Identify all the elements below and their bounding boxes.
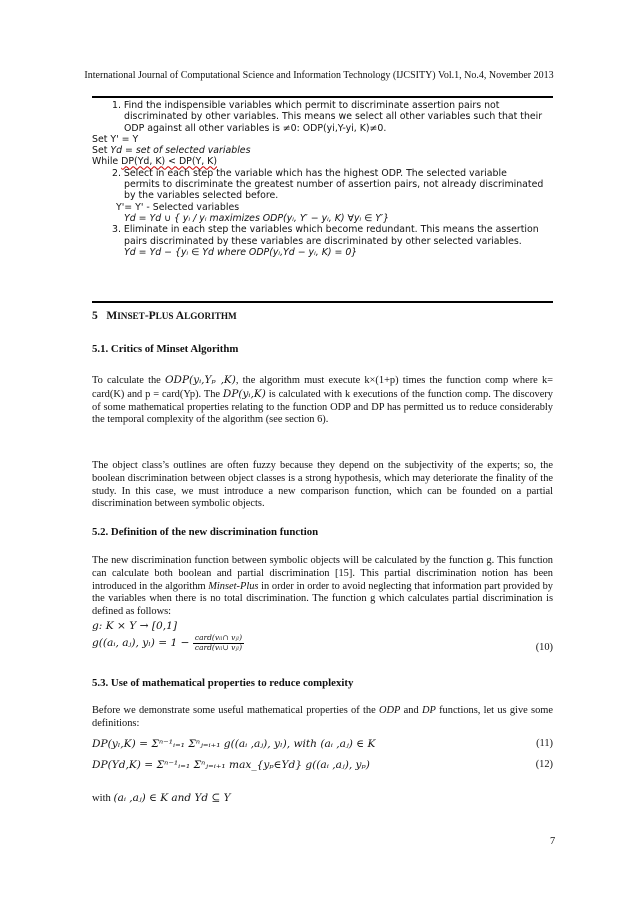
section-5-heading: 5 MINSET-PLUS ALGORITHM	[92, 310, 237, 322]
section-5-2-paragraph: The new discrimination function between symbolic objects will be calculated by the function g. This function can calculate both boolean and partial discrimination [15]. This partial discrimination notion has been introduced in the algorithm Minset-Plus in order in order to avoid neglecting that information part provided by the variables when there is no total discrimination. The function g which calculates partial discrimination is defined as follows:	[92, 555, 553, 618]
odp-expression: ODP(yᵢ,Yₚ ,K)	[164, 374, 236, 386]
section-5-1-paragraph-1: To calculate the ODP(yᵢ,Yₚ ,K), the algorithm must execute k×(1+p) times the function comp where k= card(K) and p = card(Yp). The DP(yᵢ,K) is calculated with k executions of the function comp. The discovery of some mathematical properties relating to the function ODP and DP has permitted us to reduce considerably the temporal complexity of the algorithm (see section 6).	[92, 374, 554, 426]
section-5-3-paragraph: Before we demonstrate some useful mathematical properties of the ODP and DP functions, let us give some definitions:	[92, 705, 553, 729]
algo-while-expr: DP(Yd, K) < DP(Y, K)	[121, 156, 217, 168]
algo-set-yd-expr: Yd = set of selected variables	[110, 145, 251, 157]
section-5-3-heading: 5.3. Use of mathematical properties to reduce complexity	[92, 677, 354, 689]
algo-step1-odp-text: ODP against all other variables is ≠0: ODP(yi,Y-yi, K)≠0.	[124, 122, 387, 134]
algo-step1-line2: discriminated by other variables. This means we select all other variables such that their	[124, 111, 543, 123]
algo-step3-formula: Yd = Yd − {yᵢ ∈ Yd where ODP(yᵢ,Yd − yᵢ, K) = 0}	[124, 246, 358, 258]
page-number: 7	[550, 836, 556, 847]
algo-step3-line1: 3. Eliminate in each step the variables which become redundant. This means the assertion	[112, 224, 539, 236]
algo-step2-line3: by the variables selected before.	[124, 190, 279, 202]
section-5-1-paragraph-2: The object class’s outlines are often fuzzy because they depend on the subjectivity of the experts; so, the boolean discrimination between object classes is a strong hypothesis, which may deteriorate the finality of the study. In this case, we must introduce a new comparison function, which can be founded on a partial discrimination between symbolic objects.	[92, 460, 553, 510]
equation-10-number: (10)	[535, 642, 553, 653]
algorithm-box	[92, 100, 553, 258]
algo-step1-line1: 1. Find the indispensible variables which permit to discriminate assertion pairs not	[112, 100, 500, 111]
equation-10-fraction: $\frac{\text{card(vᵢₗ∩ vⱼₗ)}}{\text{card(vᵢₗ∪ vⱼₗ)}}$	[194, 633, 243, 652]
dp-expression: DP(yᵢ,K)	[222, 387, 266, 400]
equation-11-number: (11)	[536, 738, 553, 749]
algo-while: While DP(Yd, K) < DP(Y, K)	[92, 156, 217, 168]
section-5-2-heading: 5.2. Definition of the new discrimination function	[92, 526, 319, 538]
equation-12: DP(Yd,K) = Σⁿ⁻¹ᵢ₌₁ Σⁿⱼ₌ᵢ₊₁ max_{yₚ∈Yd} g((aᵢ ,aⱼ), yₚ) (12)	[92, 759, 553, 771]
algo-set-y: Set Y' = Y	[92, 133, 139, 145]
algo-step2-line2: permits to discriminate the greatest number of assertion pairs, not already discriminated	[124, 179, 544, 191]
with-clause: with (aᵢ ,aⱼ) ∈ K and Yd ⊆ Y	[92, 792, 231, 804]
algorithm-top-rule	[92, 96, 553, 98]
running-header: International Journal of Computational Science and Information Technology (IJCSITY) Vol.1, No.4, November 2013	[84, 70, 554, 81]
equation-12-number: (12)	[535, 759, 553, 770]
algo-set-yd: Set Yd = set of selected variables	[92, 145, 251, 157]
equation-11: DP(yₗ,K) = Σⁿ⁻¹ᵢ₌₁ Σⁿⱼ₌ᵢ₊₁ g((aᵢ ,aⱼ), yₗ), with (aᵢ ,aⱼ) ∈ K (11)	[92, 738, 553, 750]
section-5-1-heading: 5.1. Critics of Minset Algorithm	[92, 343, 239, 355]
algo-step2-line4: Y'= Y' - Selected variables	[116, 201, 240, 213]
algorithm-bottom-rule	[92, 301, 553, 303]
equation-10: g((aᵢ, aⱼ), yₗ) = 1 − $\frac{\text{card(vᵢₗ∩ vⱼₗ)}}{\text{card(vᵢₗ∪ vⱼₗ)}}$ (10)	[92, 633, 553, 653]
algo-step2-line1: 2. Select in each step the variable which has the highest ODP. The selected variable	[112, 167, 507, 179]
algo-step2-formula: Yd = Yd ∪ { yᵢ / yᵢ maximizes ODP(yᵢ, Y′ − yᵢ, K) ∀yᵢ ∈ Y′}	[124, 212, 390, 224]
g-definition: g: K × Y → [0,1]	[92, 620, 177, 632]
algo-step1-line3	[92, 123, 553, 134]
algo-step3-line2: pairs discriminated by these variables are discriminated by other selected variables.	[124, 235, 522, 247]
